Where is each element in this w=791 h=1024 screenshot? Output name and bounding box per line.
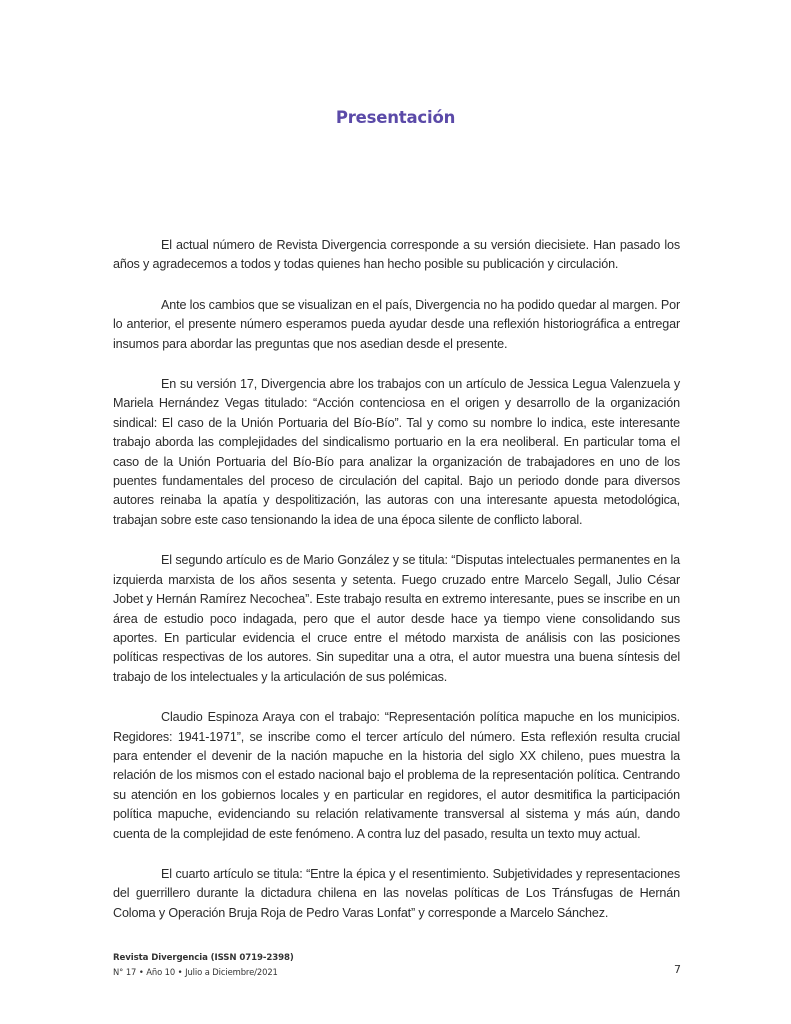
journal-name: Revista Divergencia (ISSN 0719-2398) — [113, 953, 294, 963]
issue-info: N° 17 • Año 10 • Julio a Diciembre/2021 — [113, 967, 278, 977]
paragraph: Ante los cambios que se visualizan en el país, Divergencia no ha podido quedar al margen. Por lo anterior, el presente número esperamos pueda ayudar desde una reflexión historiográfica a entregar insumos para abordar las preguntas que nos asedian desde el presente. — [113, 297, 680, 351]
page-number: 7 — [674, 963, 681, 976]
page-title: Presentación — [335, 108, 456, 127]
paragraph: El segundo artículo es de Mario González y se titula: “Disputas intelectuales permanentes en la izquierda marxista de los años sesenta y setenta. Fuego cruzado entre Marcelo Segall, Julio César Jobet y Hernán Ramírez Necochea”. Este trabajo resulta en extremo interesante, pues se inscribe en un área de estudio poco indagada, pero que el autor desde hace ya tiempo viene consolidando sus aportes. En particular evidencia el cruce entre el método marxista de análisis con las posiciones políticas respectivas de los autores. Sin supeditar una a otra, el autor muestra una buena síntesis del trabajo de los intelectuales y la articulación de sus polémicas. — [113, 553, 680, 684]
paragraph: El actual número de Revista Divergencia corresponde a su versión diecisiete. Han pasado los años y agradecemos a todos y todas quienes han hecho posible su publicación y circulación. — [113, 238, 680, 272]
article-body — [113, 236, 680, 944]
paragraph: En su versión 17, Divergencia abre los trabajos con un artículo de Jessica Legua Valenzuela y Mariela Hernández Vegas titulado: “Acción contenciosa en el origen y desarrollo de la organización sindical: El caso de la Unión Portuaria del Bío-Bío”. Tal y como su nombre lo indica, este interesante trabajo aborda las complejidades del sindicalismo portuario en la era neoliberal. En particular toma el caso de la Unión Portuaria del Bío-Bío para analizar la organización de trabajadores en uno de los puentes fundamentales del proceso de circulación del capital. Bajo un periodo donde para diversos autores reinaba la apatía y despolitización, las autoras con una interesante apuesta metodológica, trabajan sobre este caso tensionando la idea de una época silente de conflicto laboral. — [113, 377, 680, 527]
paragraph: Claudio Espinoza Araya con el trabajo: “Representación política mapuche en los municipios. Regidores: 1941-1971”, se inscribe como el tercer artículo del número. Esta reflexión resulta crucial para entender el devenir de la nación mapuche en la historia del siglo XX chileno, pues muestra la relación de los mismos con el estado nacional bajo el problema de la representación política. Centrando su atención en los gobiernos locales y en particular en regidores, el autor desmitifica la participación política mapuche, evidenciando su relación relativamente transversal al sistema y más aún, dando cuenta de la complejidad de este fenómeno. A contra luz del pasado, resulta un texto muy actual. — [113, 710, 680, 841]
paragraph: El cuarto artículo se titula: “Entre la épica y el resentimiento. Subjetividades y representaciones del guerrillero durante la dictadura chilena en las novelas políticas de Los Tránsfugas de Hernán Coloma y Operación Bruja Roja de Pedro Varas Lonfat” y corresponde a Marcelo Sánchez. — [113, 866, 680, 920]
footer-citation — [113, 951, 294, 979]
